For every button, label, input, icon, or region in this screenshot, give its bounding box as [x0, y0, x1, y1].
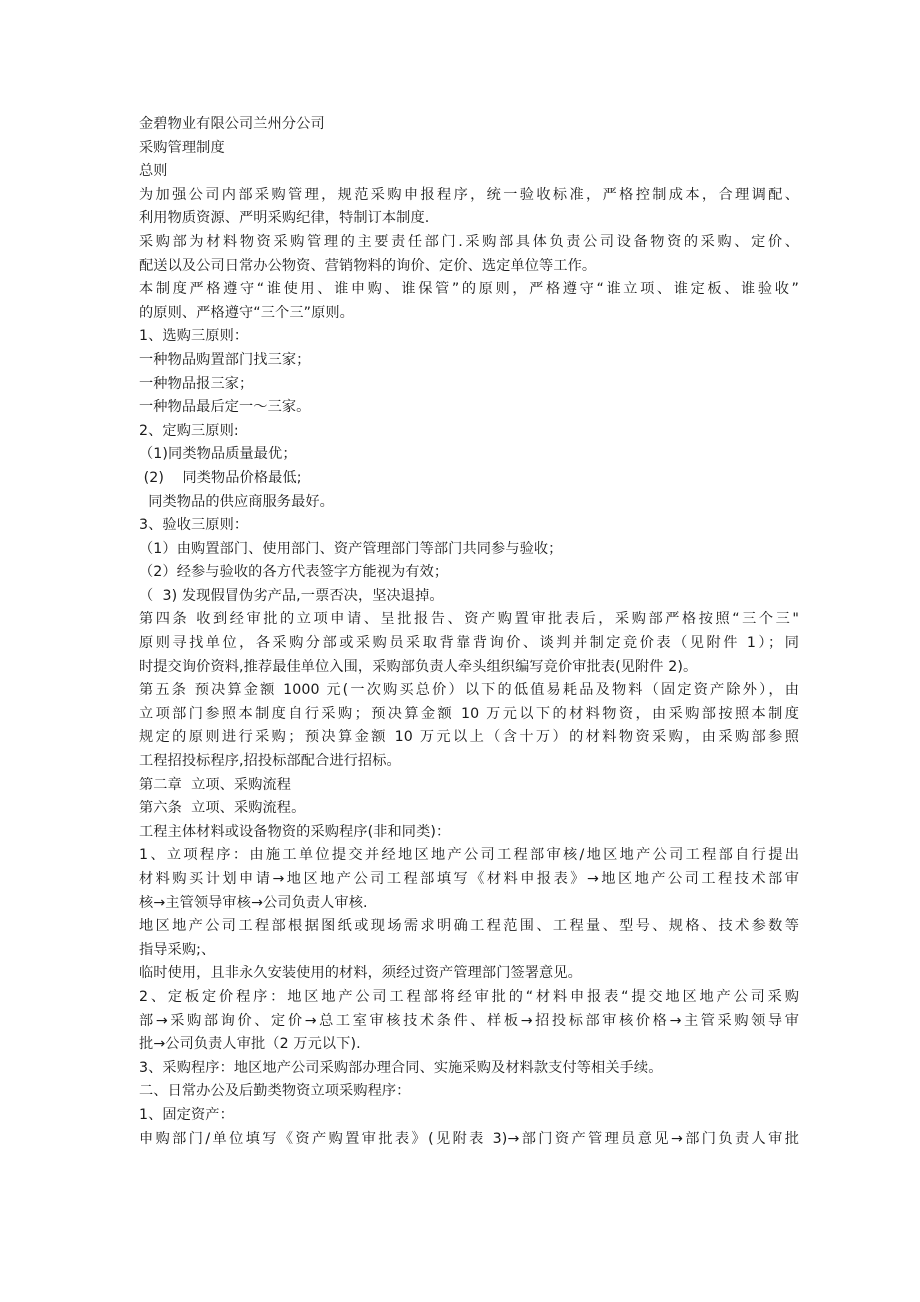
- list-heading: 3、验收三原则：: [139, 517, 249, 534]
- list-item: （ 3) 发现假冒伪劣产品,一票否决，坚决退掉。: [139, 587, 444, 604]
- article-line: 立项部门参照本制度自行采购；预决算金额 10 万元以下的材料物资，由采购部按照本制度: [139, 705, 799, 722]
- list-heading: 1、固定资产：: [139, 1106, 234, 1123]
- procedure-line: 指导采购;、: [139, 941, 216, 958]
- paragraph-line: 配送以及公司日常办公物资、营销物料的询价、定价、选定单位等工作。: [139, 257, 597, 274]
- procedure-line: 部→采购部询价、定价→总工室审核技术条件、样板→招投标部审核价格→主管采购领导审: [139, 1012, 799, 1029]
- section-heading-general: 总则: [139, 163, 168, 180]
- procedure-line: 1、立项程序：由施工单位提交并经地区地产公司工程部审核/地区地产公司工程部自行提出: [139, 847, 799, 864]
- procedure-line: 核→主管领导审核→公司负责人审核.: [139, 894, 368, 911]
- article-line: 工程招投标程序,招投标部配合进行招标。: [139, 753, 401, 770]
- procedure-line: 临时使用，且非永久安装使用的材料，须经过资产管理部门签署意见。: [139, 965, 582, 982]
- paragraph-line: 本制度严格遵守“谁使用、谁申购、谁保管”的原则，严格遵守“谁立项、谁定板、谁验收”: [139, 281, 799, 298]
- paragraph-line: 的原则、严格遵守“三个三”原则。: [139, 304, 354, 321]
- list-item: （1）由购置部门、使用部门、资产管理部门等部门共同参与验收；: [139, 540, 563, 557]
- paragraph-line: 采购部为材料物资采购管理的主要责任部门.采购部具体负责公司设备物资的采购、定价、: [139, 233, 799, 250]
- paragraph-line: 利用物质资源、严明采购纪律，特制订本制度.: [139, 210, 430, 227]
- document-body: [139, 113, 799, 1151]
- article-line: 时提交询价资料,推荐最佳单位入围，采购部负责人牵头组织编写竞价审批表(见附件 2)。: [139, 658, 698, 675]
- procedure-line: 2、定板定价程序：地区地产公司工程部将经审批的“材料申报表“提交地区地产公司采购: [139, 988, 799, 1005]
- procedure-line: 申购部门/单位填写《资产购置审批表》(见附表 3)→部门资产管理员意见→部门负责人审批: [139, 1130, 799, 1147]
- list-item: （1)同类物品质量最优；: [139, 446, 297, 463]
- procedure-line: 地区地产公司工程部根据图纸或现场需求明确工程范围、工程量、型号、规格、技术参数等: [139, 918, 799, 935]
- list-item: （2）经参与验收的各方代表签字方能视为有效；: [139, 564, 449, 581]
- list-item: 一种物品最后定一～三家。: [139, 399, 311, 416]
- procedure-line: 3、采购程序：地区地产公司采购部办理合同、实施采购及材料款支付等相关手续。: [139, 1059, 663, 1076]
- article-line: 原则寻找单位，各采购分部或采购员采取背靠背询价、谈判并制定竞价表（见附件 1）；同: [139, 635, 799, 652]
- paragraph-line: 为加强公司内部采购管理，规范采购申报程序，统一验收标准，严格控制成本，合理调配、: [139, 186, 799, 203]
- article-line: 第五条 预决算金额 1000 元(一次购买总价）以下的低值易耗品及物料（固定资产除外），由: [139, 682, 799, 699]
- paragraph-line: 工程主体材料或设备物资的采购程序(非和同类)：: [139, 823, 451, 840]
- list-heading: 2、定购三原则:: [139, 422, 239, 439]
- article-line: 第四条 收到经审批的立项申请、呈批报告、资产购置审批表后，采购部严格按照“三个三": [139, 611, 799, 628]
- company-name: 金碧物业有限公司兰州分公司: [139, 116, 325, 132]
- list-item: 同类物品的供应商服务最好。: [139, 493, 334, 510]
- list-item: (2) 同类物品价格最低;: [139, 469, 302, 486]
- section-heading: 二、日常办公及后勤类物资立项采购程序：: [139, 1083, 411, 1100]
- list-item: 一种物品购置部门找三家；: [139, 351, 311, 368]
- procedure-line: 材料购买计划申请→地区地产公司工程部填写《材料申报表》→地区地产公司工程技术部审: [139, 871, 799, 887]
- article-line: 规定的原则进行采购；预决算金额 10 万元以上（含十万）的材料物资采购，由采购部参照: [139, 729, 799, 746]
- article-line: 第六条 立项、采购流程。: [139, 800, 306, 817]
- list-item: 一种物品报三家；: [139, 375, 254, 392]
- list-heading: 1、选购三原则：: [139, 328, 249, 345]
- procedure-line: 批→公司负责人审批（2 万元以下).: [139, 1036, 361, 1053]
- chapter-heading: 第二章 立项、采购流程: [139, 776, 292, 793]
- document-title: 采购管理制度: [139, 139, 225, 156]
